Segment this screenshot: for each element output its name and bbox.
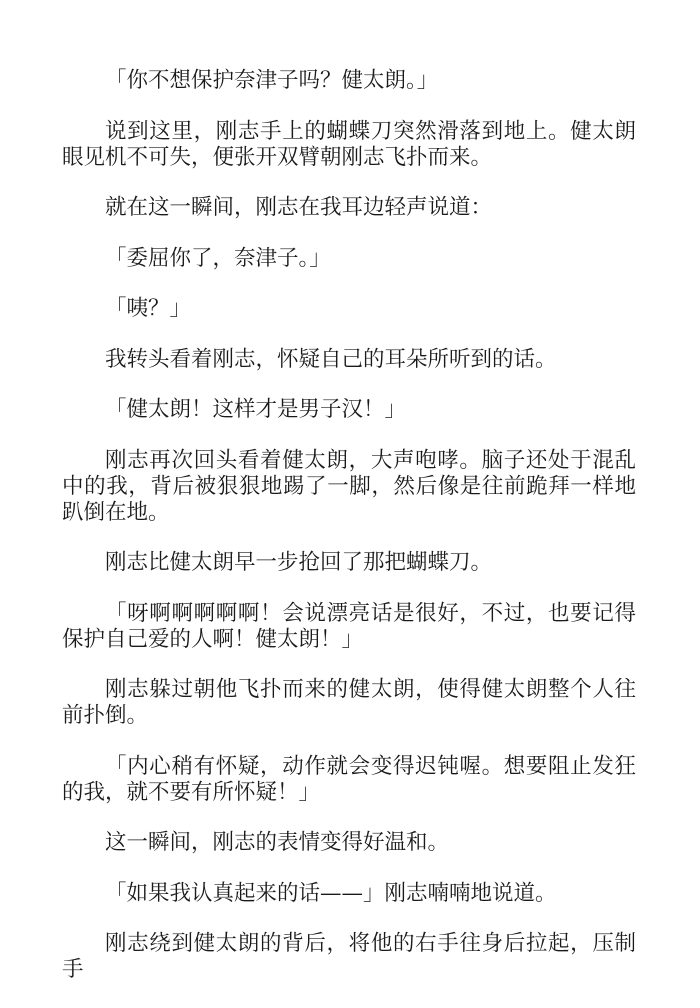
paragraph: 刚志再次回头看着健太朗，大声咆哮。脑子还处于混乱中的我，背后被狠狠地踢了一脚，然后像是往前跪拜一样地趴倒在地。 xyxy=(62,447,636,525)
document-page xyxy=(62,68,636,1008)
paragraph: 刚志绕到健太朗的背后，将他的右手往身后拉起，压制手 xyxy=(62,931,636,982)
paragraph: 「如果我认真起来的话——」刚志喃喃地说道。 xyxy=(105,880,557,906)
paragraph: 刚志比健太朗早一步抢回了那把蝴蝶刀。 xyxy=(105,550,493,575)
paragraph: 我转头看着刚志，怀疑自己的耳朵所听到的话。 xyxy=(105,346,557,372)
paragraph: 刚志躲过朝他飞扑而来的健太朗，使得健太朗整个人往前扑倒。 xyxy=(62,677,636,728)
paragraph: 「委屈你了，奈津子。」 xyxy=(105,245,331,271)
paragraph: 「内心稍有怀疑，动作就会变得迟钝喔。想要阻止发狂的我，就不要有所怀疑！」 xyxy=(62,753,636,805)
paragraph: 就在这一瞬间，刚志在我耳边轻声说道： xyxy=(105,195,493,220)
paragraph: 说到这里，刚志手上的蝴蝶刀突然滑落到地上。健太朗眼见机不可失，便张开双臂朝刚志飞扑而来。 xyxy=(62,118,636,170)
paragraph: 「你不想保护奈津子吗？健太朗。」 xyxy=(105,68,439,93)
paragraph: 「咦？」 xyxy=(105,296,192,321)
paragraph: 这一瞬间，刚志的表情变得好温和。 xyxy=(105,830,450,855)
paragraph: 「健太朗！这样才是男子汉！」 xyxy=(105,397,407,422)
paragraph: 「呀啊啊啊啊啊！会说漂亮话是很好，不过，也要记得保护自己爱的人啊！健太朗！」 xyxy=(62,600,636,652)
